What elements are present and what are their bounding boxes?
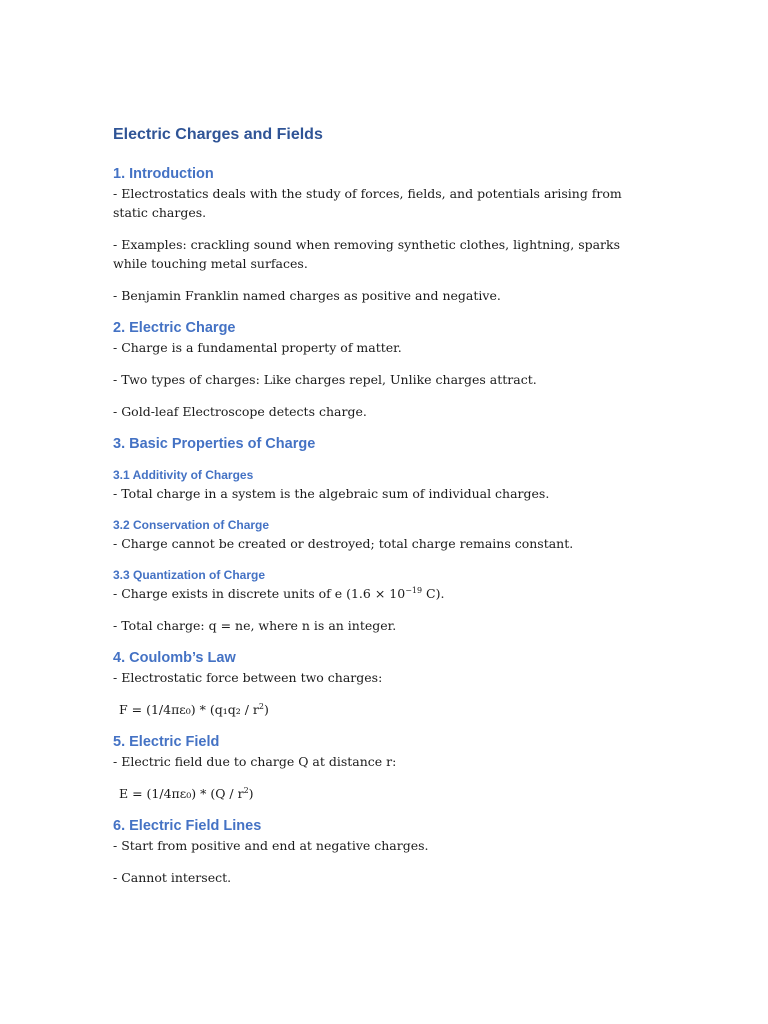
heading-field-lines: 6. Electric Field Lines	[113, 818, 262, 834]
charge-paragraph-2: - Two types of charges: Like charges repel, Unlike charges attract.	[113, 372, 537, 387]
coulomb-formula-close: )	[264, 702, 269, 717]
field-formula-close: )	[248, 786, 254, 801]
additivity-paragraph: - Total charge in a system is the algebraic sum of individual charges.	[113, 486, 550, 501]
quantization-paragraph-1	[113, 584, 653, 603]
heading-conservation: 3.2 Conservation of Charge	[113, 518, 270, 532]
heading-electric-charge: 2. Electric Charge	[113, 320, 236, 336]
document-title: Electric Charges and Fields	[113, 126, 323, 143]
quantization-text-suffix: C).	[422, 586, 445, 601]
coulomb-formula-main: F = (1/4πε₀) * (q₁q₂ / r	[119, 702, 259, 717]
charge-paragraph-1: - Charge is a fundamental property of matter.	[113, 340, 402, 355]
heading-basic-properties: 3. Basic Properties of Charge	[113, 436, 316, 452]
intro-paragraph-3: - Benjamin Franklin named charges as positive and negative.	[113, 288, 501, 303]
heading-quantization: 3.3 Quantization of Charge	[113, 568, 266, 582]
intro-paragraph-1: - Electrostatics deals with the study of forces, fields, and potentials arising from static charges.	[113, 186, 622, 220]
conservation-paragraph: - Charge cannot be created or destroyed; total charge remains constant.	[113, 536, 574, 551]
document-page	[113, 124, 653, 900]
heading-additivity: 3.1 Additivity of Charges	[113, 468, 254, 482]
coulomb-formula-exponent: 2	[258, 701, 264, 711]
heading-electric-field: 5. Electric Field	[113, 734, 220, 750]
coulomb-paragraph: - Electrostatic force between two charges:	[113, 670, 383, 685]
charge-paragraph-3: - Gold-leaf Electroscope detects charge.	[113, 404, 367, 419]
coulomb-formula	[119, 700, 653, 719]
field-formula-exponent: 2	[243, 785, 249, 795]
intro-paragraph-2: - Examples: crackling sound when removing synthetic clothes, lightning, sparks while touching metal surfaces.	[113, 237, 621, 271]
quantization-paragraph-2: - Total charge: q = ne, where n is an integer.	[113, 618, 397, 633]
heading-introduction: 1. Introduction	[113, 166, 214, 182]
heading-coulombs-law: 4. Coulomb’s Law	[113, 650, 236, 666]
field-formula-main: E = (1/4πε₀) * (Q / r	[119, 786, 244, 801]
lines-paragraph-1: - Start from positive and end at negative charges.	[113, 838, 429, 853]
quantization-exponent: −19	[405, 585, 423, 595]
quantization-text-prefix: - Charge exists in discrete units of e (1.6 × 10	[113, 586, 406, 601]
field-paragraph: - Electric field due to charge Q at distance r:	[113, 754, 397, 769]
lines-paragraph-2: - Cannot intersect.	[113, 870, 232, 885]
field-formula	[119, 784, 653, 803]
